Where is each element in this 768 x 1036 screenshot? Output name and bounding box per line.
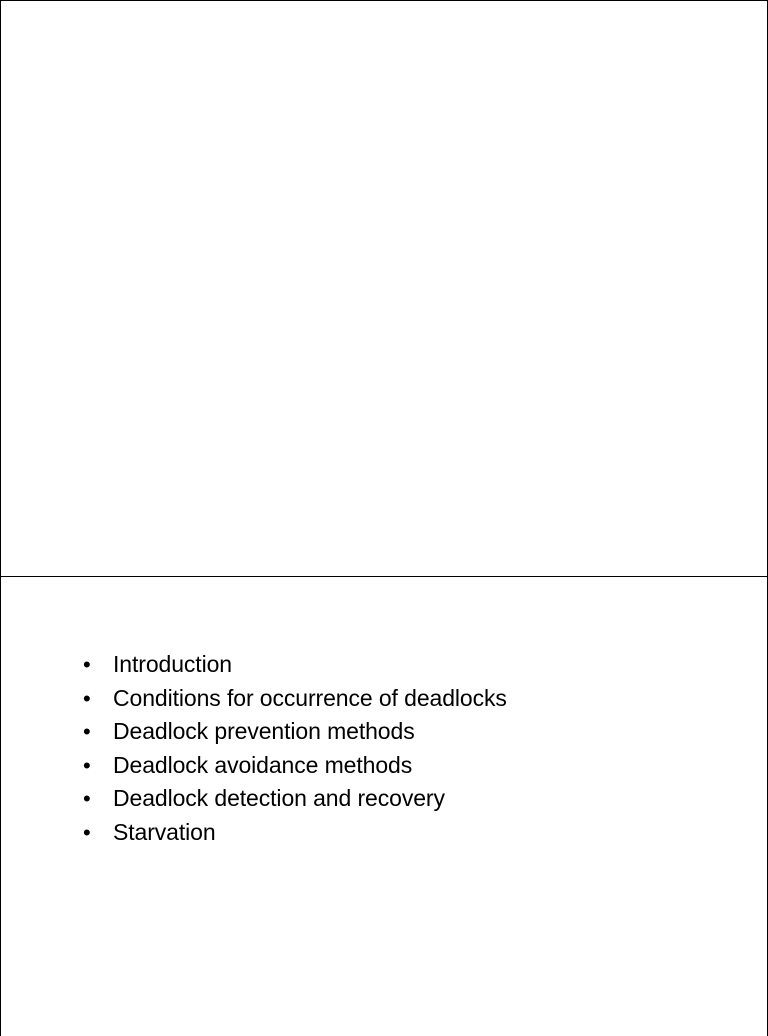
bullet-icon: •: [83, 752, 91, 778]
bullet-icon: •: [83, 719, 91, 744]
list-item-text: Introduction: [113, 651, 232, 677]
list-item-text: Deadlock avoidance methods: [113, 751, 413, 778]
list-item-text: Deadlock detection and recovery: [113, 785, 445, 811]
list-item: [83, 651, 507, 685]
bullet-icon: •: [83, 819, 91, 845]
list-item-text: Conditions for occurrence of deadlocks: [113, 684, 507, 711]
bullet-icon: •: [83, 786, 91, 811]
list-item-text: Deadlock prevention methods: [113, 718, 415, 744]
list-item: [83, 752, 507, 786]
list-item-text: Starvation: [113, 818, 216, 845]
bullet-icon: •: [83, 652, 91, 677]
list-item: [83, 718, 507, 752]
list-item: [83, 785, 507, 819]
outline-slide: [0, 576, 768, 1036]
bullet-icon: •: [83, 685, 91, 711]
list-item: [83, 819, 507, 853]
list-item: [83, 685, 507, 719]
topic-list: [83, 651, 507, 852]
